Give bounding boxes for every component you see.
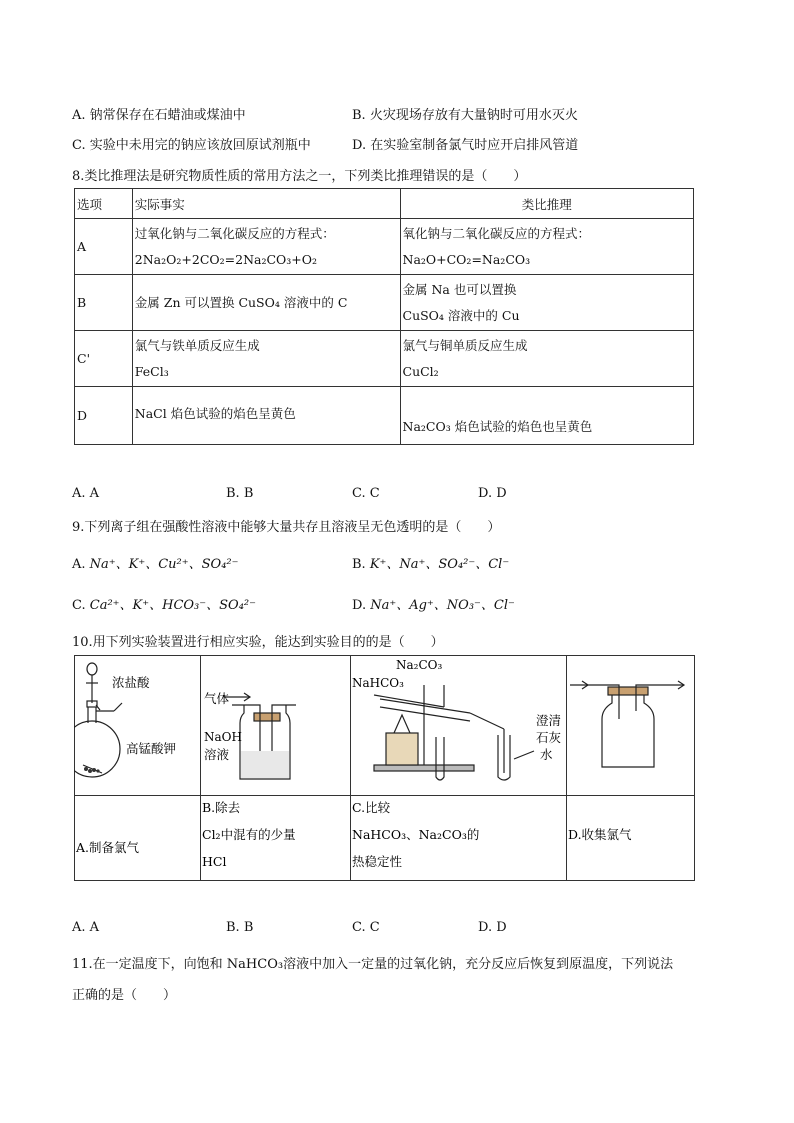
q10-stem: 10.用下列实验装置进行相应实验，能达到实验目的的是（ ） — [72, 635, 444, 650]
q9-option-d — [352, 594, 515, 613]
analogy-line: CuCl₂ — [402, 363, 439, 379]
row-analogy — [400, 219, 694, 275]
row-fact — [132, 331, 400, 387]
q10-answer-b: B. B — [226, 920, 254, 935]
analogy-line: 金属 Na 也可以置换 — [402, 281, 517, 297]
fact-line: FeCl₃ — [134, 363, 169, 379]
fact-line: 氯气与铁单质反应生成 — [134, 337, 260, 353]
row-fact — [132, 275, 400, 331]
q10-answer-c: C. C — [352, 920, 380, 935]
row-option: C' — [75, 331, 133, 387]
caption-b-line2: Cl₂中混有的少量 — [202, 827, 296, 842]
q8-answer-b: B. B — [226, 486, 254, 501]
label-conc-hcl: 浓盐酸 — [112, 675, 150, 690]
label-nahco3: NaHCO₃ — [352, 676, 404, 690]
solid-powder — [84, 767, 100, 773]
q8-answer-d: D. D — [478, 486, 507, 501]
table-row — [75, 387, 694, 445]
fact-line: 过氧化钠与二氧化碳反应的方程式： — [134, 225, 335, 241]
collecting-bottle — [570, 681, 684, 767]
solution-dots — [241, 751, 289, 778]
caption-c-line1: C.比较 — [352, 800, 391, 815]
fact-line: 2Na₂O₂+2CO₂=2Na₂CO₃+O₂ — [134, 251, 318, 267]
header-fact: 实际事实 — [132, 189, 400, 219]
analogy-line: CuSO₄ 溶液中的 Cu — [402, 307, 520, 323]
label-gas: 气体 — [204, 691, 230, 706]
option-label: D. — [352, 598, 367, 613]
thermal-apparatus — [374, 685, 534, 780]
option-label: A. — [72, 557, 86, 572]
fact-line: 金属 Zn 可以置换 CuSO₄ 溶液中的 C — [134, 294, 348, 310]
row-option: A — [75, 219, 133, 275]
q10-answer-d: D. D — [478, 920, 507, 935]
table-row — [75, 331, 694, 387]
label-clear: 澄清 — [536, 713, 562, 728]
caption-c-line3: 热稳定性 — [352, 854, 403, 869]
q9-stem: 9.下列离子组在强酸性溶液中能够大量共存且溶液呈无色透明的是（ ） — [72, 520, 501, 535]
q7-option-b: B. 火灾现场存放有大量钠时可用水灭火 — [352, 108, 578, 123]
q10-apparatus-figure — [74, 655, 695, 881]
analogy-line: 氯气与铜单质反应生成 — [402, 337, 528, 353]
table-row — [75, 275, 694, 331]
label-na2co3: Na₂CO₃ — [396, 658, 443, 672]
row-analogy — [400, 387, 694, 445]
ion-list: Ca²⁺、K⁺、HCO₃⁻、SO₄²⁻ — [89, 598, 256, 613]
ion-list: Na⁺、Ag⁺、NO₃⁻、Cl⁻ — [370, 598, 515, 613]
q9-option-c — [72, 594, 256, 613]
q9-option-b — [352, 553, 509, 572]
q7-option-d: D. 在实验室制备氯气时应开启排风管道 — [352, 138, 579, 153]
ion-list: K⁺、Na⁺、SO₄²⁻、Cl⁻ — [369, 557, 510, 572]
label-water: 水 — [540, 747, 553, 762]
label-naoh: NaOH — [204, 730, 242, 744]
analogy-line: Na₂CO₃ 焰色试验的焰色也呈黄色 — [402, 419, 593, 434]
ion-list: Na⁺、K⁺、Cu²⁺、SO₄²⁻ — [89, 557, 239, 572]
row-analogy — [400, 275, 694, 331]
analogy-line: Na₂O+CO₂=Na₂CO₃ — [402, 251, 531, 267]
q7-option-a: A. 钠常保存在石蜡油或煤油中 — [72, 108, 246, 123]
label-kmno4: 高锰酸钾 — [126, 741, 177, 756]
q8-answer-c: C. C — [352, 486, 380, 501]
option-label: B. — [352, 557, 366, 572]
caption-a: A.制备氯气 — [76, 840, 140, 855]
label-solution: 溶液 — [204, 747, 230, 762]
q11-stem-line1: 11.在一定温度下，向饱和 NaHCO₃溶液中加入一定量的过氧化钠，充分反应后恢复到原温度，下列说法 — [72, 957, 674, 972]
row-fact — [132, 387, 400, 445]
caption-b-line3: HCl — [202, 854, 227, 869]
option-label: C. — [72, 598, 86, 613]
q8-stem: 8.类比推理法是研究物质性质的常用方法之一，下列类比推理错误的是（ ） — [72, 169, 527, 184]
q7-option-c: C. 实验中未用完的钠应该放回原试剂瓶中 — [72, 138, 311, 153]
q10-answer-a: A. A — [72, 920, 100, 935]
fact-line: NaCl 焰色试验的焰色呈黄色 — [134, 406, 296, 421]
caption-b-line1: B.除去 — [202, 800, 241, 815]
header-analogy: 类比推理 — [400, 189, 694, 219]
row-option: D — [75, 387, 133, 445]
q8-table-header — [75, 189, 694, 219]
caption-c-line2: NaHCO₃、Na₂CO₃的 — [352, 827, 480, 842]
q11-stem-line2: 正确的是（ ） — [72, 988, 177, 1003]
row-fact — [132, 219, 400, 275]
caption-d: D.收集氯气 — [568, 827, 632, 842]
header-option: 选项 — [75, 189, 133, 219]
q9-option-a — [72, 553, 238, 572]
q8-answer-a: A. A — [72, 486, 100, 501]
table-row — [75, 219, 694, 275]
label-lime: 石灰 — [536, 730, 562, 745]
analogy-line: 氧化钠与二氧化碳反应的方程式： — [402, 225, 591, 241]
q8-table — [74, 188, 694, 445]
row-option: B — [75, 275, 133, 331]
row-analogy — [400, 331, 694, 387]
